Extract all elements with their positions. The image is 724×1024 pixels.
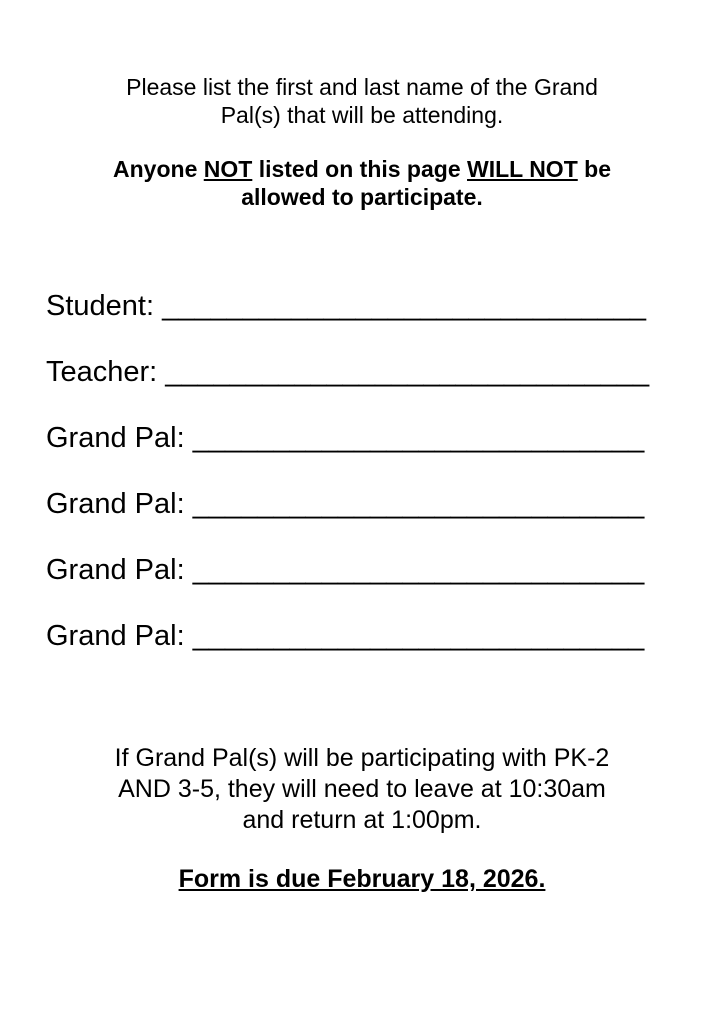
warning-text-1: Anyone	[113, 156, 204, 182]
grand-pal-label-2: Grand Pal:	[46, 488, 185, 520]
grand-pal-field-1[interactable]	[46, 421, 644, 455]
participation-warning	[62, 155, 662, 211]
grand-pal-blank-line-1[interactable]: ____________________________	[192, 422, 645, 454]
warning-text-3: be	[577, 156, 611, 182]
grand-pal-field-3[interactable]	[46, 553, 644, 587]
grand-pal-blank-line-2[interactable]: ____________________________	[192, 488, 645, 520]
schedule-note	[62, 743, 662, 836]
student-blank-line[interactable]: ______________________________	[162, 290, 646, 322]
grand-pal-label-1: Grand Pal:	[46, 422, 185, 454]
teacher-blank-line[interactable]: ______________________________	[165, 356, 650, 388]
warning-text-2: listed on this page	[252, 156, 468, 182]
warning-not-emphasis: NOT	[203, 156, 253, 182]
grand-pal-label-3: Grand Pal:	[46, 554, 185, 586]
instructions-text	[62, 73, 662, 129]
instructions-line-2: Pal(s) that will be attending.	[220, 102, 504, 128]
warning-line-2: allowed to participate.	[241, 184, 483, 210]
teacher-field[interactable]	[46, 355, 649, 389]
grand-pal-blank-line-3[interactable]: ____________________________	[192, 554, 645, 586]
schedule-note-line-3: and return at 1:00pm.	[242, 806, 482, 834]
grand-pal-field-4[interactable]	[46, 619, 644, 653]
schedule-note-line-1: If Grand Pal(s) will be participating with PK-2	[114, 744, 610, 772]
teacher-label: Teacher:	[46, 356, 158, 388]
warning-will-not-emphasis: WILL NOT	[467, 156, 578, 182]
instructions-line-1: Please list the first and last name of the Grand	[126, 74, 598, 100]
due-date-notice: Form is due February 18, 2026.	[178, 865, 546, 893]
grand-pal-blank-line-4[interactable]: ____________________________	[192, 620, 645, 652]
warning-line-1	[62, 155, 662, 183]
schedule-note-line-2: AND 3-5, they will need to leave at 10:30am	[118, 775, 606, 803]
student-field[interactable]	[46, 289, 646, 323]
student-label: Student:	[46, 290, 155, 322]
grand-pal-label-4: Grand Pal:	[46, 620, 185, 652]
grand-pal-field-2[interactable]	[46, 487, 644, 521]
